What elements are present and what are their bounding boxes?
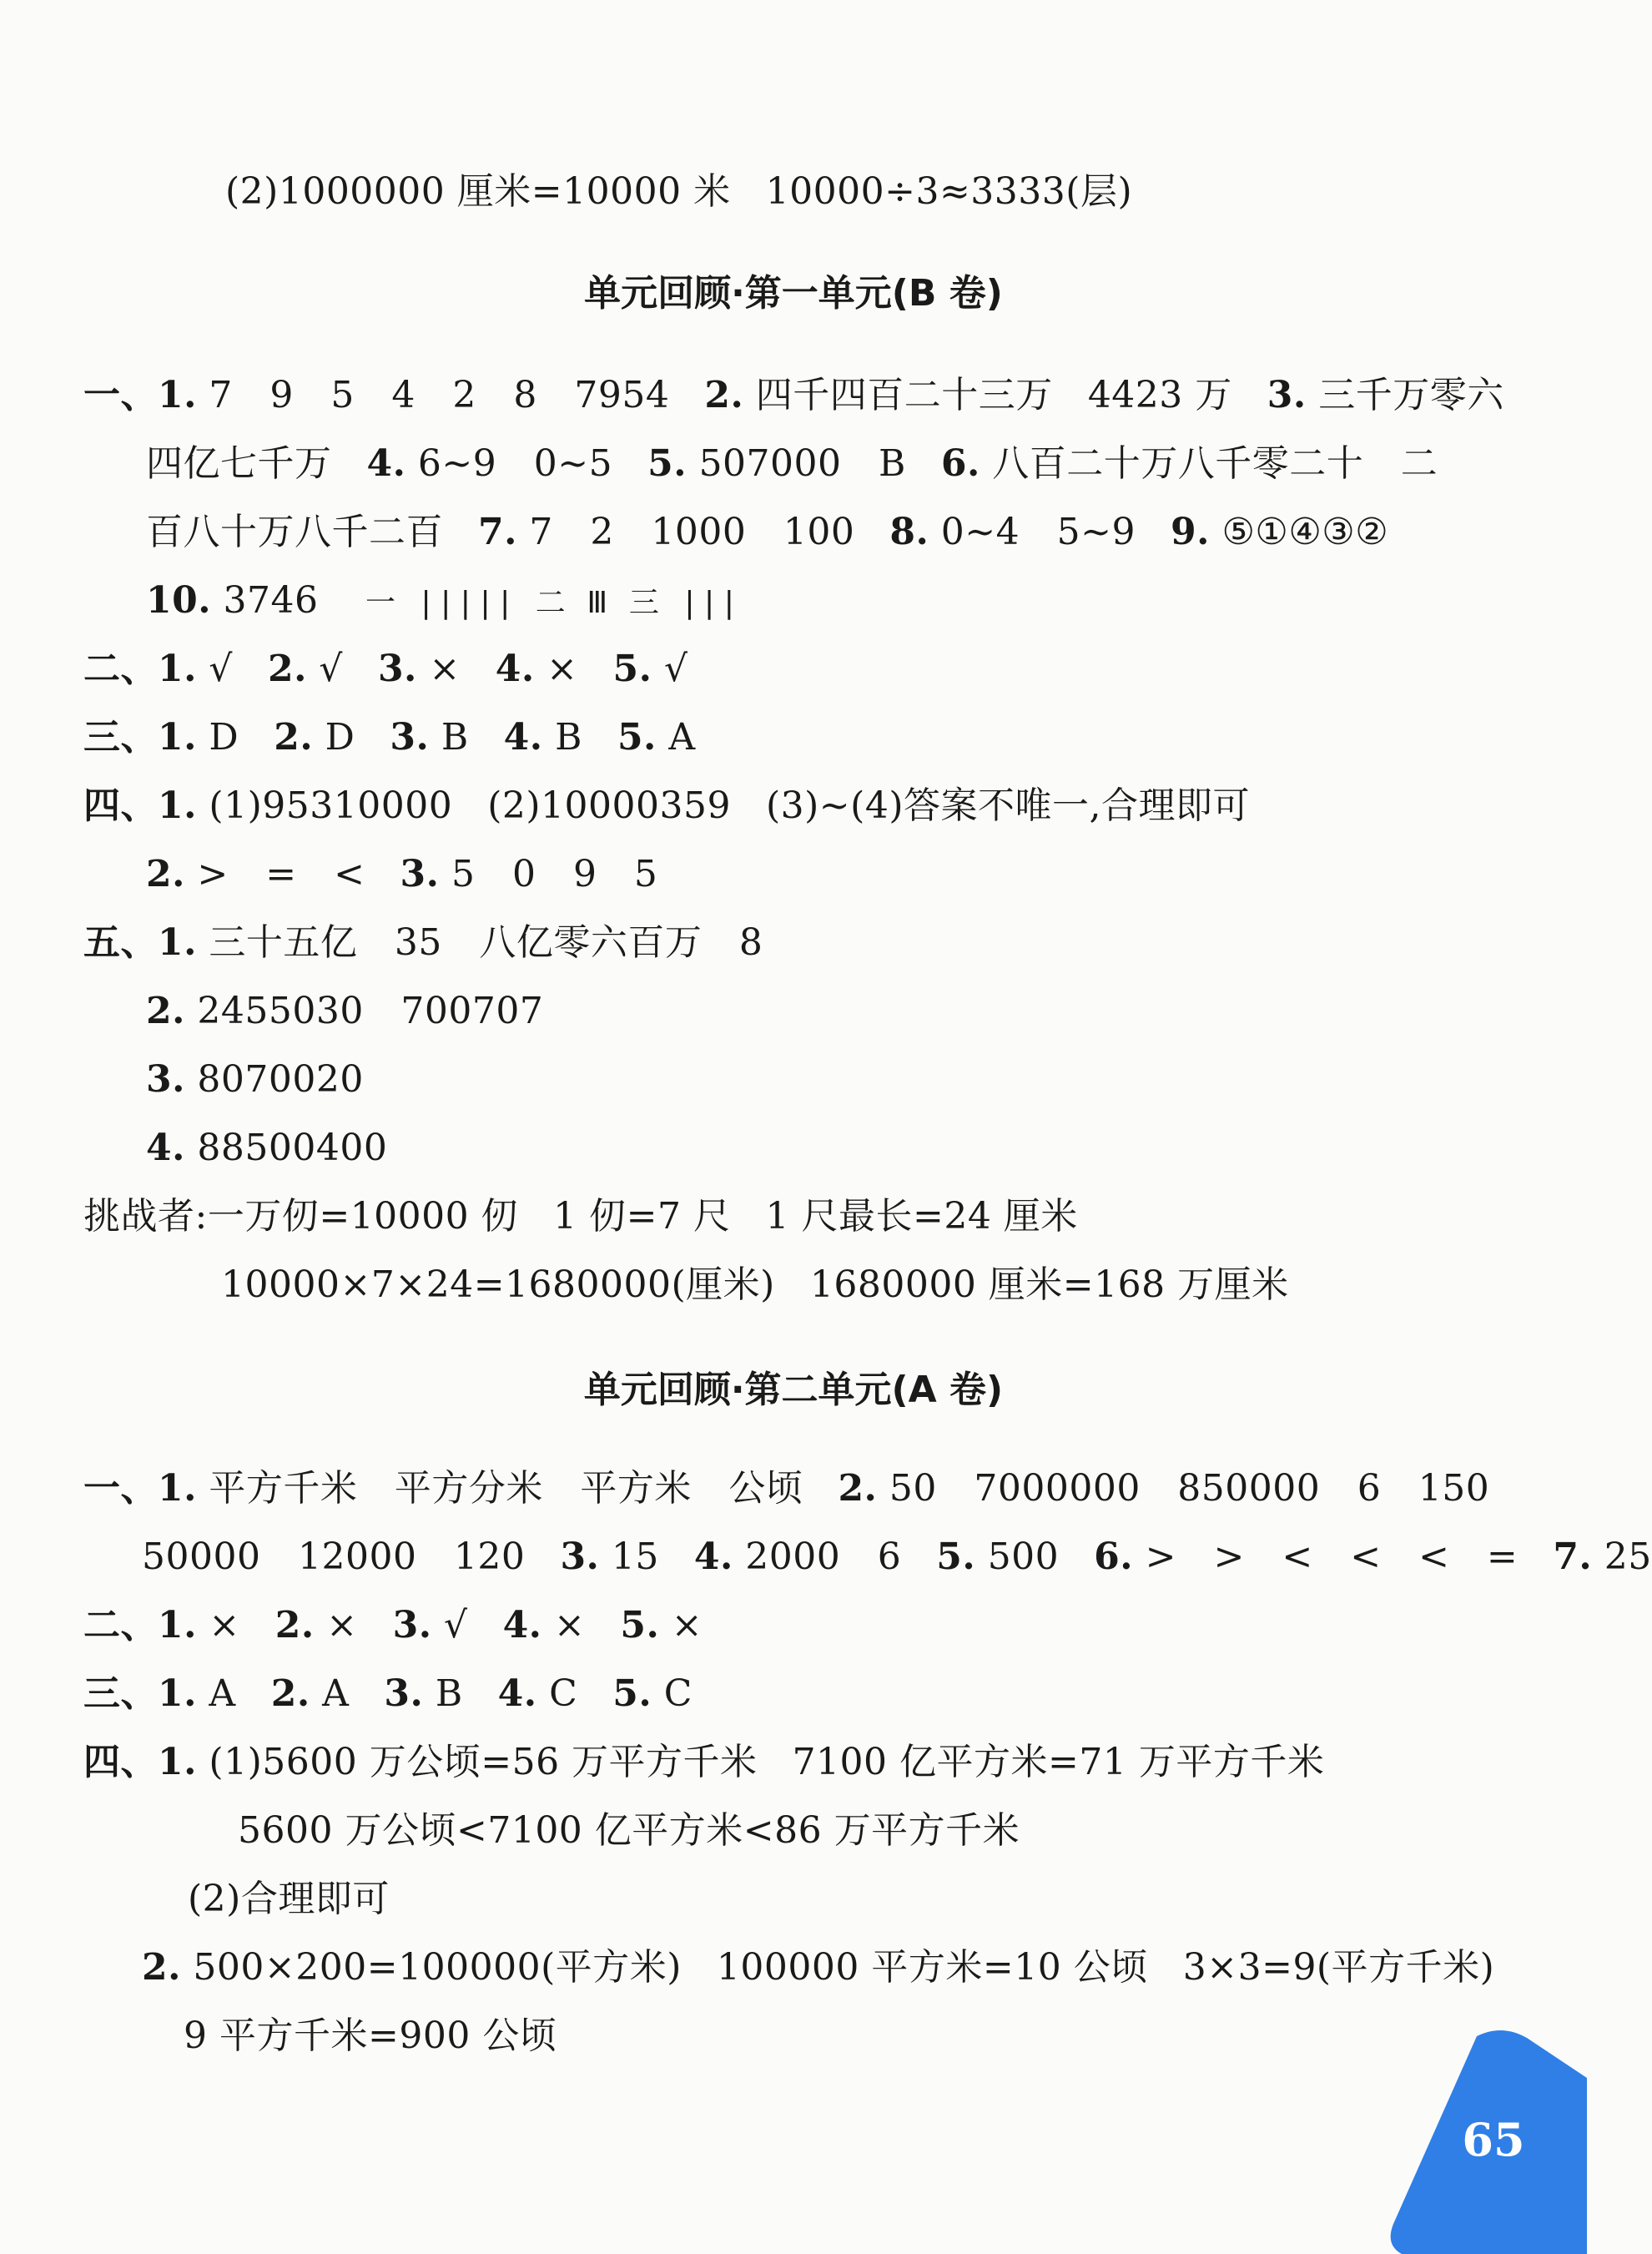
answer-item: 2. 50 7000000 850000 6 150 xyxy=(838,1467,1490,1510)
answer-item: 7. 7 2 1000 100 xyxy=(478,511,855,553)
answer-line xyxy=(83,1737,1324,1788)
answer-item: 2. > = < xyxy=(146,853,365,895)
answer-item: 4. 2000 6 xyxy=(693,1535,902,1578)
answer-line xyxy=(142,1532,1652,1582)
answer-line xyxy=(238,1806,1020,1856)
answer-line xyxy=(83,1464,1489,1514)
page-number: 65 xyxy=(1462,2113,1525,2166)
answer-line xyxy=(146,850,657,900)
answer-item: 3×3=9(平方千米) xyxy=(1182,1946,1495,1989)
answer-item: 4. B xyxy=(503,716,582,759)
answer-line xyxy=(83,644,688,694)
answer-line xyxy=(83,781,1250,831)
section-heading: 单元回顾·第二单元(A 卷) xyxy=(583,1369,1004,1411)
answer-item: 四、1. (1)5600 万公顷=56 万平方千米 xyxy=(83,1741,758,1783)
answer-line xyxy=(188,1874,390,1924)
answer-item: 2. 2455030 700707 xyxy=(146,990,544,1032)
answer-item: 四、1. (1)95310000 xyxy=(83,784,453,827)
answer-item: 7. 25 xyxy=(1553,1535,1652,1578)
answer-line xyxy=(225,167,1132,217)
answer-line xyxy=(146,986,543,1036)
answer-item: 5. 507000 B xyxy=(647,442,906,485)
rod-answer-label: 10. 3746 xyxy=(146,579,319,622)
answer-item: 四亿七千万 xyxy=(146,442,332,485)
answer-item: 50000 12000 120 xyxy=(142,1535,526,1578)
answer-item: 8. 0~4 5~9 xyxy=(889,511,1136,553)
answer-item: 2. D xyxy=(274,716,355,759)
answer-item: 9. ⑤①④③② xyxy=(1171,511,1389,553)
answer-item: (2)合理即可 xyxy=(188,1878,390,1920)
answer-item: 2. × xyxy=(274,1604,358,1646)
answer-line xyxy=(83,371,1504,421)
answer-item: 2. A xyxy=(270,1672,350,1715)
answer-item: 1 尺最长=24 厘米 xyxy=(765,1195,1078,1238)
answer-item: 三、1. A xyxy=(83,1672,236,1715)
answer-item: 1680000 厘米=168 万厘米 xyxy=(809,1263,1289,1306)
answer-item: 一、1. 7 9 5 4 2 8 7954 xyxy=(83,374,670,416)
answer-item: 二、1. × xyxy=(83,1604,240,1646)
answer-line xyxy=(184,2011,557,2061)
answer-item: 100000 平方米=10 公顷 xyxy=(716,1946,1148,1989)
answer-item: 5. 500 xyxy=(936,1535,1060,1578)
answer-item: 2. √ xyxy=(267,648,343,690)
answer-item: 2. 四千四百二十三万 xyxy=(704,374,1053,416)
answer-item: 6. 八百二十万八千零二十 二 xyxy=(940,442,1438,485)
answer-line xyxy=(146,439,1438,489)
answer-item: 5. × xyxy=(620,1604,703,1646)
answer-item: 3. 15 xyxy=(560,1535,659,1578)
answer-item: 4. 6~9 0~5 xyxy=(366,442,613,485)
answer-line xyxy=(83,1601,703,1651)
answer-item: 五、1. 三十五亿 35 八亿零六百万 8 xyxy=(83,921,763,964)
answer-item: 4. × xyxy=(495,648,578,690)
answer-item: 3. 三千万零六 xyxy=(1267,374,1504,416)
answer-line xyxy=(83,1669,693,1719)
answer-item: 5. C xyxy=(612,1672,693,1715)
answer-item: 6. > > < < < = xyxy=(1094,1535,1519,1578)
answer-line xyxy=(83,918,763,968)
answer-item: 4. × xyxy=(502,1604,586,1646)
answer-item: 2. 500×200=100000(平方米) xyxy=(142,1946,682,1989)
answer-item: 3. √ xyxy=(392,1604,468,1646)
answer-item: 4. 88500400 xyxy=(146,1127,388,1169)
line-10-counting-rods xyxy=(146,576,740,628)
answer-line xyxy=(83,1192,1078,1242)
answer-item: 4. C xyxy=(497,1672,578,1715)
answer-item: 一、1. 平方千米 平方分米 平方米 公顷 xyxy=(83,1467,803,1510)
answer-item: 3. B xyxy=(390,716,469,759)
page-number-badge xyxy=(1385,2020,1587,2254)
answer-line xyxy=(83,713,696,763)
section-heading: 单元回顾·第一单元(B 卷) xyxy=(584,272,1003,315)
answer-item: 10000×7×24=1680000(厘米) xyxy=(221,1263,775,1306)
answer-item: 10000÷3≈3333(层) xyxy=(765,170,1133,213)
answer-item: 1 仞=7 尺 xyxy=(553,1195,731,1238)
answer-item: 5. A xyxy=(617,716,696,759)
answer-line xyxy=(146,507,1388,557)
answer-item: 4423 万 xyxy=(1087,374,1232,416)
answer-line xyxy=(146,1123,387,1173)
answer-item: 7100 亿平方米=71 万平方千米 xyxy=(792,1741,1325,1783)
answer-item: 3. B xyxy=(384,1672,463,1715)
answer-item: 三、1. D xyxy=(83,716,239,759)
answer-item: 百八十万八千二百 xyxy=(146,511,443,553)
answer-item: (2)1000000 厘米=10000 米 xyxy=(225,170,731,213)
answer-item: 挑战者:一万仞=10000 仞 xyxy=(83,1195,519,1238)
answer-item: 9 平方千米=900 公顷 xyxy=(184,2014,557,2057)
answer-item: (3)~(4)答案不唯一,合理即可 xyxy=(765,784,1250,827)
answer-item: 3. 5 0 9 5 xyxy=(400,853,658,895)
answer-line xyxy=(146,1055,364,1105)
answer-item: 5600 万公顷<7100 亿平方米<86 万平方千米 xyxy=(238,1809,1020,1852)
answer-item: 3. 8070020 xyxy=(146,1058,364,1101)
answer-item: 5. √ xyxy=(612,648,688,690)
answer-line xyxy=(221,1260,1289,1310)
answer-item: (2)10000359 xyxy=(487,784,731,827)
answer-line xyxy=(142,1943,1494,1993)
counting-rods-figure: 一 ||||| 二 Ⅲ 三 ||| xyxy=(365,586,740,620)
answer-item: 二、1. √ xyxy=(83,648,233,690)
answer-item: 3. × xyxy=(377,648,461,690)
